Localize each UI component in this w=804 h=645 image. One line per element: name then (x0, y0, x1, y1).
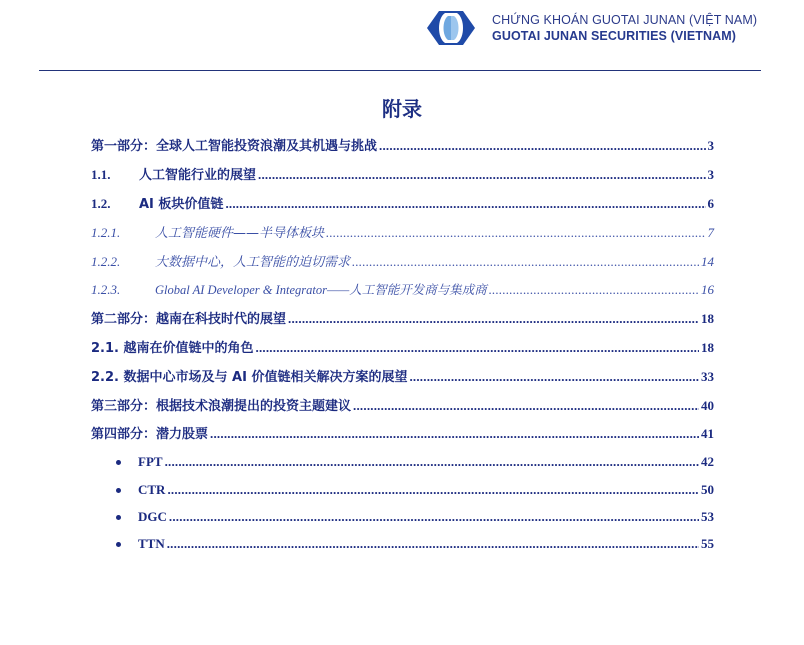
toc-leader-dots (353, 397, 699, 415)
toc-entry-page: 41 (701, 426, 714, 441)
toc-entry-text: 2.2. 数据中心市场及与 AI 价值链相关解决方案的展望 (91, 370, 408, 385)
company-name-vietnamese: CHỨNG KHOÁN GUOTAI JUNAN (VIỆT NAM) (492, 13, 758, 27)
toc-leader-dots (165, 453, 699, 471)
toc-entry-text: 第三部分：根据技术浪潮提出的投资主题建议 (91, 399, 352, 414)
toc-leader-dots (167, 535, 699, 553)
toc-leader-dots (288, 310, 699, 328)
bullet-icon (116, 460, 121, 465)
toc-entry-page: 3 (707, 138, 714, 153)
toc-entry-1-2-1[interactable] (91, 224, 714, 242)
toc-entry-part-2[interactable] (91, 310, 714, 328)
toc-entry-number: 1.2.3. (91, 282, 121, 297)
toc-entry-text: 人工智能硬件——半导体板块 (155, 226, 325, 241)
toc-entry-2-2[interactable] (91, 368, 714, 386)
toc-entry-page: 16 (701, 282, 714, 297)
toc-entry-page: 18 (701, 311, 714, 326)
toc-leader-dots (352, 253, 699, 271)
toc-entry-page: 50 (701, 482, 714, 497)
toc-entry-1-2-3[interactable] (91, 281, 714, 299)
toc-entry-1-2-2[interactable] (91, 253, 714, 271)
toc-entry-text: 第二部分：越南在科技时代的展望 (91, 312, 287, 327)
toc-entry-text: TTN (138, 536, 165, 551)
toc-leader-dots (169, 508, 699, 526)
toc-entry-page: 53 (701, 509, 714, 524)
toc-entry-part-1[interactable] (91, 137, 714, 155)
toc-entry-text: Global AI Developer & Integrator——人工智能开发商与集成商 (155, 283, 487, 297)
toc-entry-text: CTR (138, 482, 166, 497)
toc-entry-stock-fpt[interactable] (138, 453, 714, 471)
toc-entry-page: 6 (707, 196, 714, 211)
toc-leader-dots (409, 368, 699, 386)
toc-entry-number: 1.1. (91, 167, 111, 182)
toc-entry-page: 7 (707, 225, 714, 240)
bullet-icon (116, 542, 121, 547)
toc-entry-number: 1.2. (91, 196, 111, 211)
company-name-english: GUOTAI JUNAN SECURITIES (VIETNAM) (492, 29, 737, 43)
toc-leader-dots (256, 339, 700, 357)
toc-leader-dots (379, 137, 705, 155)
toc-entry-text: 第一部分：全球人工智能投资浪潮及其机遇与挑战 (91, 139, 378, 154)
bullet-icon (116, 515, 121, 520)
toc-entry-page: 14 (701, 254, 714, 269)
toc-entry-text: 第四部分：潜力股票 (91, 427, 209, 442)
toc-entry-number: 1.2.2. (91, 254, 121, 269)
toc-entry-stock-ttn[interactable] (138, 535, 714, 553)
bullet-icon (116, 488, 121, 493)
toc-entry-2-1[interactable] (91, 339, 714, 357)
toc-entry-stock-dgc[interactable] (138, 508, 714, 526)
toc-leader-dots (258, 166, 705, 184)
toc-entry-text: 人工智能行业的展望 (139, 168, 257, 183)
toc-entry-page: 18 (701, 340, 714, 355)
toc-entry-page: 33 (701, 369, 714, 384)
toc-entry-page: 55 (701, 536, 714, 551)
toc-leader-dots (167, 481, 699, 499)
toc-entry-text: 2.1. 越南在价值链中的角色 (91, 341, 254, 356)
toc-entry-page: 42 (701, 454, 714, 469)
toc-title: 附录 (382, 97, 422, 121)
toc-entry-text: AI 板块价值链 (139, 197, 224, 212)
toc-entry-text: DGC (138, 509, 167, 524)
toc-leader-dots (326, 224, 705, 242)
toc-entry-stock-ctr[interactable] (138, 481, 714, 499)
toc-entry-part-4[interactable] (91, 425, 714, 443)
toc-entry-text: FPT (138, 454, 163, 469)
toc-entry-1-2[interactable] (91, 195, 714, 213)
toc-entry-number: 1.2.1. (91, 225, 121, 240)
toc-entry-text: 大数据中心，人工智能的迫切需求 (155, 255, 351, 270)
toc-entry-page: 3 (707, 167, 714, 182)
toc-leader-dots (210, 425, 699, 443)
toc-entry-1-1[interactable] (91, 166, 714, 184)
toc-leader-dots (489, 281, 699, 299)
toc-leader-dots (225, 195, 705, 213)
toc-entry-page: 40 (701, 398, 714, 413)
toc-entry-part-3[interactable] (91, 397, 714, 415)
